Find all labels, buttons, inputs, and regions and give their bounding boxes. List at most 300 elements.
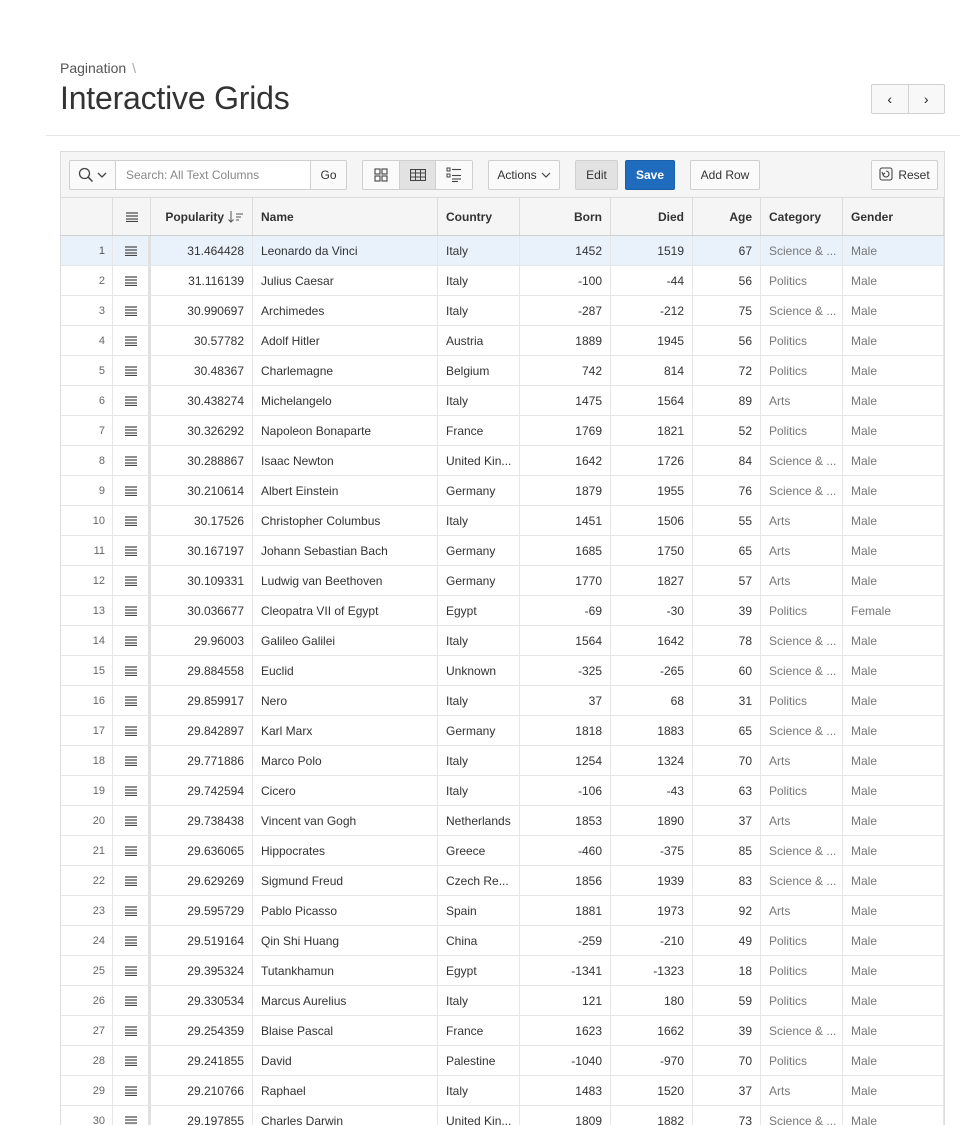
cell-country[interactable]: [438, 1076, 520, 1105]
row-actions-button[interactable]: [113, 476, 151, 505]
table-row[interactable]: [61, 836, 944, 866]
table-row[interactable]: [61, 1016, 944, 1046]
cell-name[interactable]: David: [253, 1046, 438, 1075]
cell-died[interactable]: 180: [611, 986, 693, 1015]
row-actions-button[interactable]: [113, 1106, 151, 1125]
cell-country[interactable]: [438, 926, 520, 955]
cell-name[interactable]: Vincent van Gogh: [253, 806, 438, 835]
cell-died[interactable]: 1520: [611, 1076, 693, 1105]
search-column-menu-button[interactable]: [69, 160, 116, 190]
cell-gender[interactable]: Male: [843, 1106, 944, 1125]
row-actions-button[interactable]: [113, 1076, 151, 1105]
cell-popularity[interactable]: 30.036677: [151, 596, 253, 625]
cell-category[interactable]: Arts: [761, 536, 843, 565]
breadcrumb-link-pagination[interactable]: Pagination: [60, 60, 127, 76]
table-row[interactable]: [61, 1046, 944, 1076]
cell-died[interactable]: 814: [611, 356, 693, 385]
cell-popularity[interactable]: 30.17526: [151, 506, 253, 535]
row-actions-button[interactable]: [113, 1016, 151, 1045]
cell-category[interactable]: Arts: [761, 506, 843, 535]
cell-gender[interactable]: Male: [843, 1076, 944, 1105]
cell-country[interactable]: [438, 956, 520, 985]
cell-born[interactable]: -287: [520, 296, 611, 325]
cell-popularity[interactable]: 29.771886: [151, 746, 253, 775]
table-row[interactable]: [61, 956, 944, 986]
cell-name[interactable]: Qin Shi Huang: [253, 926, 438, 955]
cell-died[interactable]: 1662: [611, 1016, 693, 1045]
table-row[interactable]: [61, 746, 944, 776]
cell-category[interactable]: Politics: [761, 986, 843, 1015]
cell-category[interactable]: Arts: [761, 746, 843, 775]
row-actions-button[interactable]: [113, 386, 151, 415]
cell-category[interactable]: Arts: [761, 1076, 843, 1105]
row-actions-button[interactable]: [113, 296, 151, 325]
cell-born[interactable]: -100: [520, 266, 611, 295]
cell-age[interactable]: 55: [693, 506, 761, 535]
cell-born[interactable]: 121: [520, 986, 611, 1015]
cell-born[interactable]: -460: [520, 836, 611, 865]
row-actions-button[interactable]: [113, 626, 151, 655]
cell-country[interactable]: [438, 986, 520, 1015]
table-row[interactable]: [61, 716, 944, 746]
cell-name[interactable]: Adolf Hitler: [253, 326, 438, 355]
cell-gender[interactable]: Male: [843, 896, 944, 925]
cell-died[interactable]: -212: [611, 296, 693, 325]
table-row[interactable]: [61, 296, 944, 326]
icon-view-button[interactable]: [363, 161, 399, 189]
cell-category[interactable]: Science & ...: [761, 626, 843, 655]
cell-category[interactable]: Arts: [761, 566, 843, 595]
cell-born[interactable]: -1040: [520, 1046, 611, 1075]
cell-popularity[interactable]: 30.109331: [151, 566, 253, 595]
table-row[interactable]: [61, 386, 944, 416]
cell-died[interactable]: 1506: [611, 506, 693, 535]
column-header-born[interactable]: Born: [520, 198, 611, 235]
cell-died[interactable]: 1882: [611, 1106, 693, 1125]
cell-gender[interactable]: Male: [843, 536, 944, 565]
column-header-died[interactable]: Died: [611, 198, 693, 235]
table-row[interactable]: [61, 866, 944, 896]
cell-gender[interactable]: Male: [843, 386, 944, 415]
cell-popularity[interactable]: 29.629269: [151, 866, 253, 895]
cell-popularity[interactable]: 29.330534: [151, 986, 253, 1015]
row-actions-button[interactable]: [113, 746, 151, 775]
cell-category[interactable]: Politics: [761, 356, 843, 385]
cell-country[interactable]: [438, 686, 520, 715]
row-actions-button[interactable]: [113, 536, 151, 565]
cell-category[interactable]: Politics: [761, 266, 843, 295]
cell-country[interactable]: [438, 536, 520, 565]
cell-died[interactable]: 1642: [611, 626, 693, 655]
cell-popularity[interactable]: 30.167197: [151, 536, 253, 565]
cell-name[interactable]: Marcus Aurelius: [253, 986, 438, 1015]
row-actions-button[interactable]: [113, 656, 151, 685]
cell-age[interactable]: 75: [693, 296, 761, 325]
cell-country[interactable]: [438, 506, 520, 535]
cell-country[interactable]: [438, 1016, 520, 1045]
column-header-age[interactable]: Age: [693, 198, 761, 235]
grid-view-button[interactable]: [399, 161, 436, 189]
search-input[interactable]: [116, 160, 310, 190]
cell-gender[interactable]: Male: [843, 506, 944, 535]
cell-age[interactable]: 39: [693, 596, 761, 625]
row-actions-button[interactable]: [113, 836, 151, 865]
cell-born[interactable]: 1475: [520, 386, 611, 415]
cell-name[interactable]: Christopher Columbus: [253, 506, 438, 535]
cell-age[interactable]: 72: [693, 356, 761, 385]
add-row-button[interactable]: Add Row: [690, 160, 760, 190]
cell-name[interactable]: Charlemagne: [253, 356, 438, 385]
cell-category[interactable]: Science & ...: [761, 656, 843, 685]
cell-popularity[interactable]: 30.57782: [151, 326, 253, 355]
column-header-country[interactable]: Country: [438, 198, 520, 235]
cell-popularity[interactable]: 30.210614: [151, 476, 253, 505]
cell-age[interactable]: 70: [693, 1046, 761, 1075]
cell-age[interactable]: 65: [693, 536, 761, 565]
cell-age[interactable]: 84: [693, 446, 761, 475]
cell-born[interactable]: 1853: [520, 806, 611, 835]
cell-born[interactable]: 1856: [520, 866, 611, 895]
cell-gender[interactable]: Male: [843, 686, 944, 715]
cell-popularity[interactable]: 29.842897: [151, 716, 253, 745]
cell-gender[interactable]: Male: [843, 296, 944, 325]
cell-popularity[interactable]: 29.884558: [151, 656, 253, 685]
cell-age[interactable]: 37: [693, 806, 761, 835]
cell-died[interactable]: 68: [611, 686, 693, 715]
row-actions-button[interactable]: [113, 506, 151, 535]
row-actions-button[interactable]: [113, 596, 151, 625]
cell-age[interactable]: 89: [693, 386, 761, 415]
cell-gender[interactable]: Male: [843, 926, 944, 955]
row-actions-button[interactable]: [113, 266, 151, 295]
table-row[interactable]: [61, 626, 944, 656]
table-row[interactable]: [61, 986, 944, 1016]
row-actions-button[interactable]: [113, 236, 151, 265]
cell-age[interactable]: 56: [693, 266, 761, 295]
cell-name[interactable]: Karl Marx: [253, 716, 438, 745]
cell-gender[interactable]: Male: [843, 416, 944, 445]
row-actions-button[interactable]: [113, 416, 151, 445]
save-button[interactable]: Save: [625, 160, 675, 190]
cell-died[interactable]: -375: [611, 836, 693, 865]
cell-name[interactable]: Pablo Picasso: [253, 896, 438, 925]
previous-page-button[interactable]: [872, 85, 908, 113]
cell-age[interactable]: 78: [693, 626, 761, 655]
cell-category[interactable]: Science & ...: [761, 836, 843, 865]
cell-popularity[interactable]: 29.197855: [151, 1106, 253, 1125]
cell-popularity[interactable]: 30.990697: [151, 296, 253, 325]
column-header-popularity[interactable]: [151, 198, 253, 235]
reset-button[interactable]: [871, 160, 938, 190]
cell-name[interactable]: Sigmund Freud: [253, 866, 438, 895]
cell-gender[interactable]: Male: [843, 1046, 944, 1075]
cell-country[interactable]: [438, 656, 520, 685]
cell-category[interactable]: Science & ...: [761, 446, 843, 475]
table-row[interactable]: [61, 596, 944, 626]
cell-born[interactable]: 1483: [520, 1076, 611, 1105]
table-row[interactable]: [61, 506, 944, 536]
cell-name[interactable]: Albert Einstein: [253, 476, 438, 505]
cell-age[interactable]: 85: [693, 836, 761, 865]
cell-name[interactable]: Cicero: [253, 776, 438, 805]
cell-category[interactable]: Arts: [761, 386, 843, 415]
cell-name[interactable]: Julius Caesar: [253, 266, 438, 295]
cell-category[interactable]: Science & ...: [761, 1016, 843, 1045]
cell-died[interactable]: 1955: [611, 476, 693, 505]
cell-age[interactable]: 70: [693, 746, 761, 775]
cell-born[interactable]: -1341: [520, 956, 611, 985]
cell-country[interactable]: [438, 896, 520, 925]
cell-popularity[interactable]: 29.636065: [151, 836, 253, 865]
table-row[interactable]: [61, 476, 944, 506]
cell-born[interactable]: 1809: [520, 1106, 611, 1125]
cell-country[interactable]: [438, 236, 520, 265]
cell-age[interactable]: 39: [693, 1016, 761, 1045]
cell-name[interactable]: Johann Sebastian Bach: [253, 536, 438, 565]
row-actions-button[interactable]: [113, 926, 151, 955]
row-actions-button[interactable]: [113, 866, 151, 895]
cell-age[interactable]: 57: [693, 566, 761, 595]
cell-popularity[interactable]: 31.116139: [151, 266, 253, 295]
table-row[interactable]: [61, 536, 944, 566]
cell-died[interactable]: 1324: [611, 746, 693, 775]
cell-popularity[interactable]: 29.96003: [151, 626, 253, 655]
cell-country[interactable]: [438, 296, 520, 325]
cell-category[interactable]: Arts: [761, 896, 843, 925]
cell-country[interactable]: [438, 716, 520, 745]
cell-died[interactable]: 1883: [611, 716, 693, 745]
row-actions-button[interactable]: [113, 326, 151, 355]
cell-age[interactable]: 65: [693, 716, 761, 745]
cell-country[interactable]: [438, 596, 520, 625]
cell-name[interactable]: Ludwig van Beethoven: [253, 566, 438, 595]
cell-age[interactable]: 67: [693, 236, 761, 265]
table-row[interactable]: [61, 356, 944, 386]
cell-gender[interactable]: Male: [843, 236, 944, 265]
cell-died[interactable]: 1726: [611, 446, 693, 475]
cell-category[interactable]: Politics: [761, 1046, 843, 1075]
cell-category[interactable]: Politics: [761, 686, 843, 715]
cell-born[interactable]: 1254: [520, 746, 611, 775]
cell-died[interactable]: 1939: [611, 866, 693, 895]
cell-died[interactable]: -265: [611, 656, 693, 685]
cell-gender[interactable]: Male: [843, 626, 944, 655]
cell-popularity[interactable]: 29.859917: [151, 686, 253, 715]
cell-died[interactable]: 1890: [611, 806, 693, 835]
cell-born[interactable]: -69: [520, 596, 611, 625]
cell-born[interactable]: 1818: [520, 716, 611, 745]
cell-died[interactable]: 1750: [611, 536, 693, 565]
row-actions-button[interactable]: [113, 446, 151, 475]
cell-country[interactable]: [438, 1046, 520, 1075]
row-actions-button[interactable]: [113, 566, 151, 595]
cell-category[interactable]: Politics: [761, 326, 843, 355]
cell-country[interactable]: [438, 326, 520, 355]
cell-country[interactable]: [438, 776, 520, 805]
cell-born[interactable]: 1685: [520, 536, 611, 565]
table-row[interactable]: [61, 896, 944, 926]
next-page-button[interactable]: [908, 85, 945, 113]
cell-born[interactable]: 1451: [520, 506, 611, 535]
table-row[interactable]: [61, 656, 944, 686]
cell-popularity[interactable]: 29.395324: [151, 956, 253, 985]
cell-popularity[interactable]: 29.210766: [151, 1076, 253, 1105]
cell-name[interactable]: Marco Polo: [253, 746, 438, 775]
cell-category[interactable]: Politics: [761, 416, 843, 445]
table-row[interactable]: [61, 416, 944, 446]
table-row[interactable]: [61, 1106, 944, 1125]
cell-gender[interactable]: Male: [843, 266, 944, 295]
table-row[interactable]: [61, 446, 944, 476]
cell-died[interactable]: 1519: [611, 236, 693, 265]
cell-gender[interactable]: Male: [843, 866, 944, 895]
table-row[interactable]: [61, 686, 944, 716]
cell-category[interactable]: Politics: [761, 956, 843, 985]
cell-died[interactable]: -44: [611, 266, 693, 295]
cell-gender[interactable]: Male: [843, 806, 944, 835]
cell-name[interactable]: Euclid: [253, 656, 438, 685]
cell-category[interactable]: Science & ...: [761, 866, 843, 895]
row-actions-button[interactable]: [113, 686, 151, 715]
cell-gender[interactable]: Male: [843, 716, 944, 745]
cell-born[interactable]: -259: [520, 926, 611, 955]
cell-died[interactable]: 1945: [611, 326, 693, 355]
cell-born[interactable]: 1879: [520, 476, 611, 505]
cell-died[interactable]: 1973: [611, 896, 693, 925]
cell-gender[interactable]: Male: [843, 356, 944, 385]
cell-country[interactable]: [438, 626, 520, 655]
cell-age[interactable]: 31: [693, 686, 761, 715]
cell-age[interactable]: 59: [693, 986, 761, 1015]
cell-gender[interactable]: Male: [843, 776, 944, 805]
cell-died[interactable]: 1827: [611, 566, 693, 595]
cell-gender[interactable]: Male: [843, 746, 944, 775]
table-row[interactable]: [61, 926, 944, 956]
detail-view-button[interactable]: [435, 161, 472, 189]
row-actions-button[interactable]: [113, 956, 151, 985]
cell-category[interactable]: Science & ...: [761, 476, 843, 505]
cell-category[interactable]: Science & ...: [761, 716, 843, 745]
cell-age[interactable]: 56: [693, 326, 761, 355]
cell-country[interactable]: [438, 266, 520, 295]
cell-name[interactable]: Nero: [253, 686, 438, 715]
actions-menu-button[interactable]: [488, 160, 560, 190]
cell-name[interactable]: Blaise Pascal: [253, 1016, 438, 1045]
cell-died[interactable]: -30: [611, 596, 693, 625]
cell-age[interactable]: 73: [693, 1106, 761, 1125]
cell-gender[interactable]: Male: [843, 986, 944, 1015]
cell-country[interactable]: [438, 1106, 520, 1125]
row-actions-header[interactable]: [113, 198, 151, 235]
cell-died[interactable]: -210: [611, 926, 693, 955]
cell-category[interactable]: Arts: [761, 806, 843, 835]
cell-country[interactable]: [438, 416, 520, 445]
cell-category[interactable]: Science & ...: [761, 236, 843, 265]
cell-category[interactable]: Politics: [761, 926, 843, 955]
cell-age[interactable]: 18: [693, 956, 761, 985]
table-row[interactable]: [61, 1076, 944, 1106]
cell-name[interactable]: Archimedes: [253, 296, 438, 325]
cell-popularity[interactable]: 30.288867: [151, 446, 253, 475]
cell-died[interactable]: -970: [611, 1046, 693, 1075]
cell-died[interactable]: -43: [611, 776, 693, 805]
cell-name[interactable]: Cleopatra VII of Egypt: [253, 596, 438, 625]
cell-died[interactable]: 1821: [611, 416, 693, 445]
row-actions-button[interactable]: [113, 776, 151, 805]
cell-name[interactable]: Napoleon Bonaparte: [253, 416, 438, 445]
cell-age[interactable]: 83: [693, 866, 761, 895]
table-row[interactable]: [61, 236, 944, 266]
cell-name[interactable]: Hippocrates: [253, 836, 438, 865]
row-actions-button[interactable]: [113, 1046, 151, 1075]
cell-gender[interactable]: Male: [843, 476, 944, 505]
cell-age[interactable]: 49: [693, 926, 761, 955]
table-row[interactable]: [61, 566, 944, 596]
cell-gender[interactable]: Female: [843, 596, 944, 625]
cell-popularity[interactable]: 30.438274: [151, 386, 253, 415]
cell-age[interactable]: 60: [693, 656, 761, 685]
cell-born[interactable]: -325: [520, 656, 611, 685]
cell-popularity[interactable]: 29.519164: [151, 926, 253, 955]
cell-name[interactable]: Galileo Galilei: [253, 626, 438, 655]
cell-died[interactable]: -1323: [611, 956, 693, 985]
cell-gender[interactable]: Male: [843, 656, 944, 685]
cell-country[interactable]: [438, 866, 520, 895]
cell-age[interactable]: 37: [693, 1076, 761, 1105]
row-actions-button[interactable]: [113, 716, 151, 745]
cell-category[interactable]: Science & ...: [761, 296, 843, 325]
cell-gender[interactable]: Male: [843, 326, 944, 355]
cell-category[interactable]: Politics: [761, 596, 843, 625]
table-row[interactable]: [61, 326, 944, 356]
cell-name[interactable]: Tutankhamun: [253, 956, 438, 985]
cell-died[interactable]: 1564: [611, 386, 693, 415]
cell-name[interactable]: Isaac Newton: [253, 446, 438, 475]
go-button[interactable]: Go: [310, 160, 347, 190]
cell-popularity[interactable]: 29.738438: [151, 806, 253, 835]
column-header-gender[interactable]: Gender: [843, 198, 944, 235]
cell-born[interactable]: 1564: [520, 626, 611, 655]
cell-country[interactable]: [438, 806, 520, 835]
cell-popularity[interactable]: 29.595729: [151, 896, 253, 925]
cell-gender[interactable]: Male: [843, 836, 944, 865]
edit-button[interactable]: Edit: [575, 160, 618, 190]
cell-country[interactable]: [438, 476, 520, 505]
cell-category[interactable]: Politics: [761, 776, 843, 805]
cell-country[interactable]: [438, 356, 520, 385]
cell-gender[interactable]: Male: [843, 566, 944, 595]
cell-popularity[interactable]: 30.48367: [151, 356, 253, 385]
cell-popularity[interactable]: 29.241855: [151, 1046, 253, 1075]
cell-born[interactable]: 1769: [520, 416, 611, 445]
cell-born[interactable]: 742: [520, 356, 611, 385]
cell-country[interactable]: [438, 566, 520, 595]
table-row[interactable]: [61, 776, 944, 806]
cell-popularity[interactable]: 30.326292: [151, 416, 253, 445]
row-actions-button[interactable]: [113, 986, 151, 1015]
row-actions-button[interactable]: [113, 806, 151, 835]
column-header-category[interactable]: Category: [761, 198, 843, 235]
cell-born[interactable]: 37: [520, 686, 611, 715]
cell-name[interactable]: Raphael: [253, 1076, 438, 1105]
cell-country[interactable]: [438, 746, 520, 775]
column-header-name[interactable]: Name: [253, 198, 438, 235]
cell-name[interactable]: Charles Darwin: [253, 1106, 438, 1125]
cell-age[interactable]: 92: [693, 896, 761, 925]
cell-born[interactable]: 1642: [520, 446, 611, 475]
cell-gender[interactable]: Male: [843, 446, 944, 475]
row-actions-button[interactable]: [113, 356, 151, 385]
